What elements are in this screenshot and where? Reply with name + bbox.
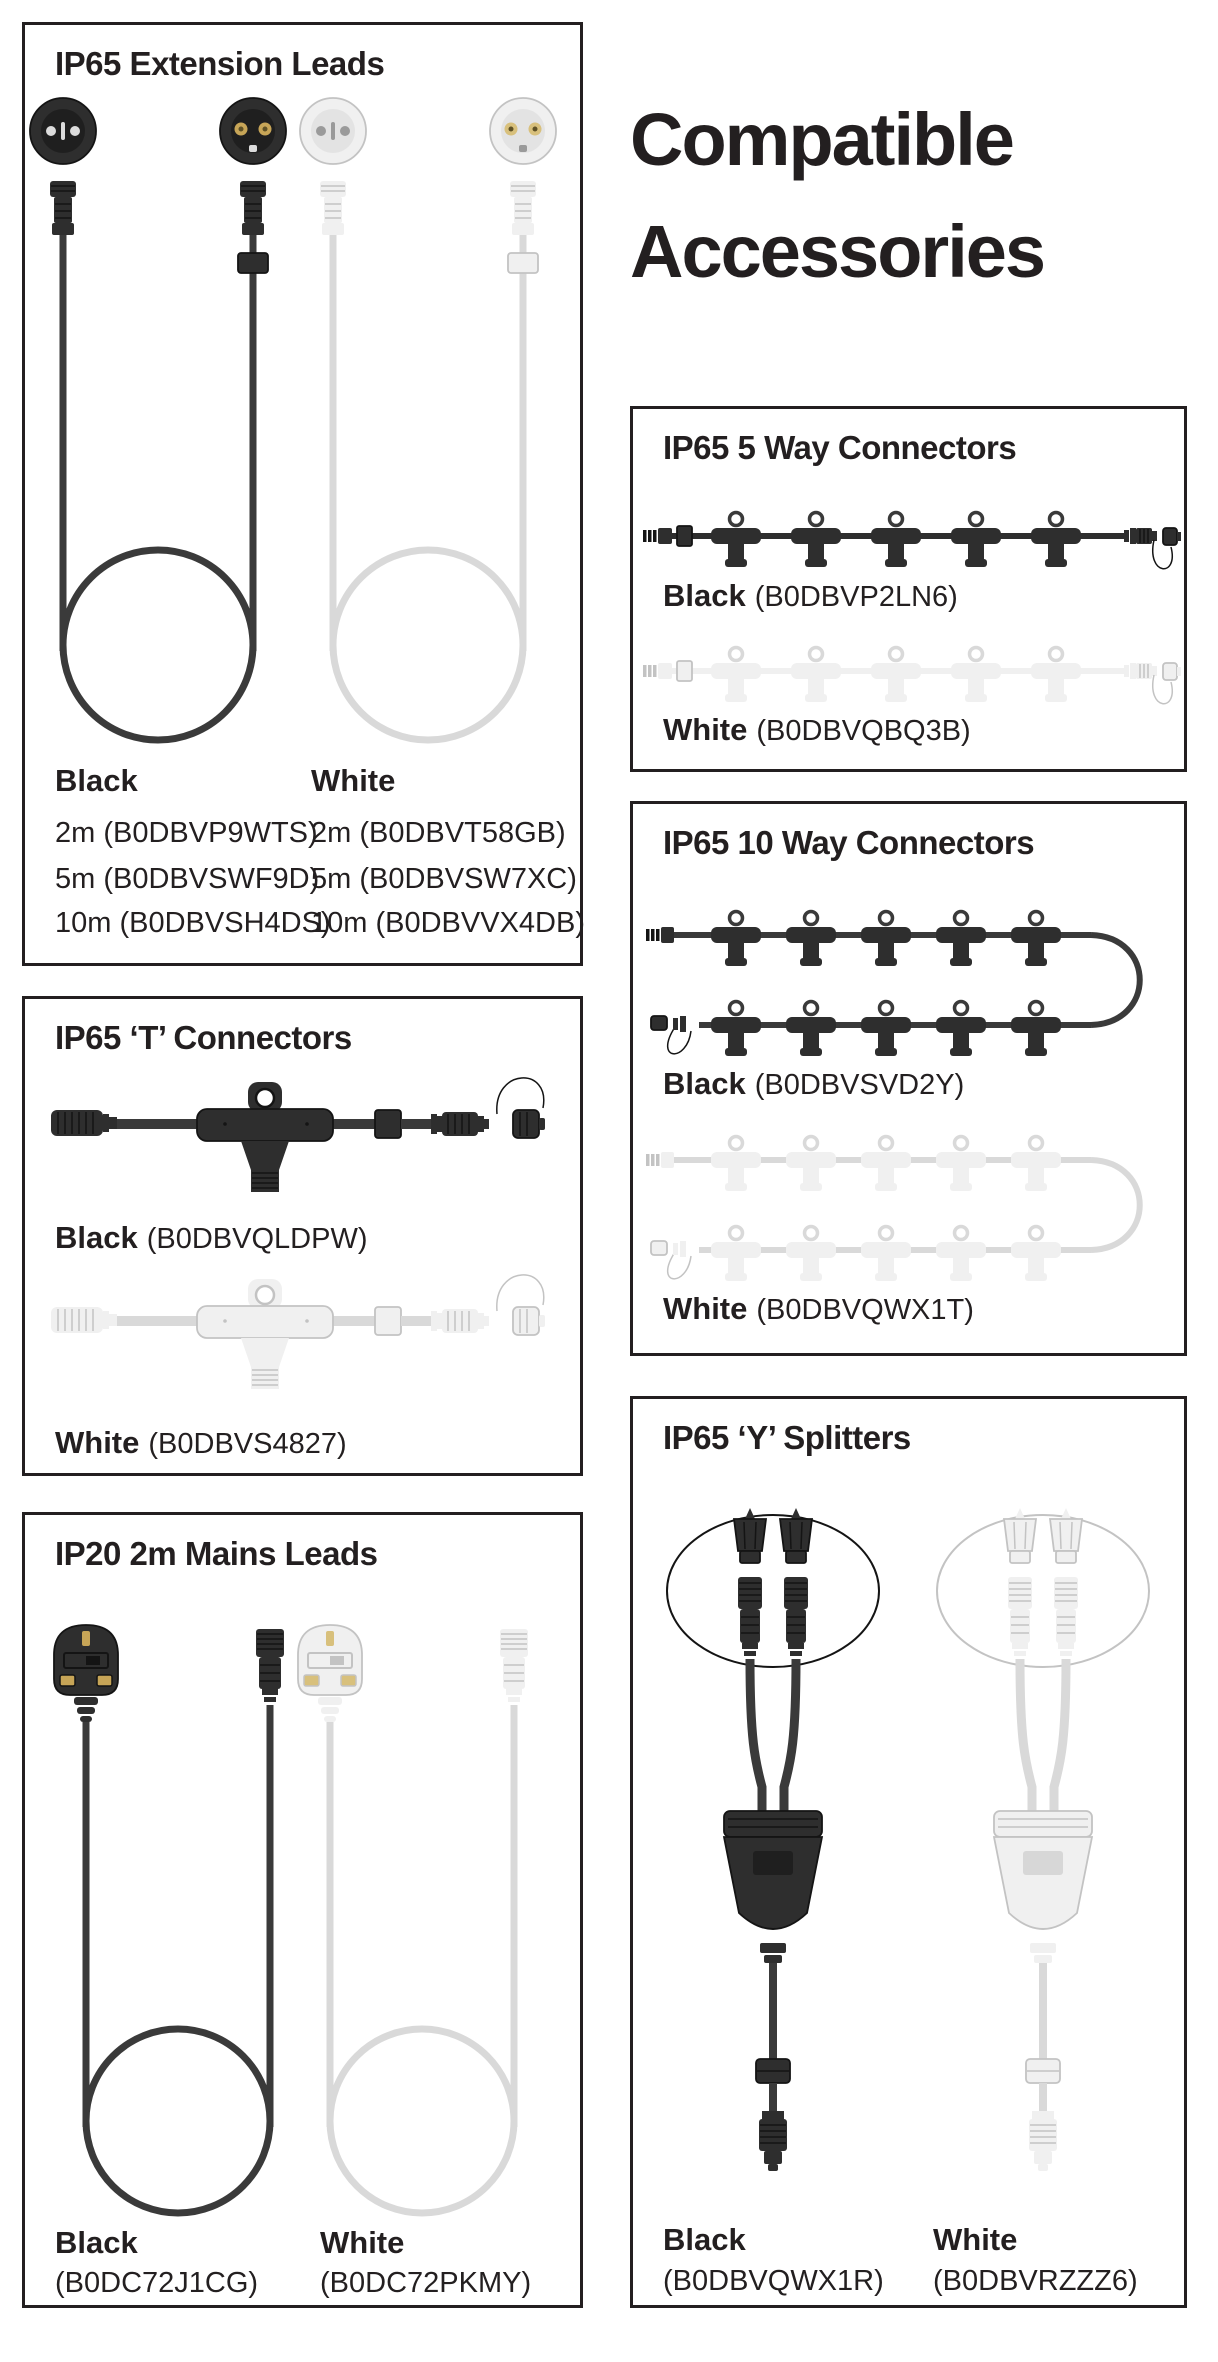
10-way-white-caption (663, 1291, 974, 1327)
y-splitter-black-code: (B0DBVQWX1R) (663, 2265, 884, 2297)
product-code: (B0DBVQBQ3B) (756, 715, 971, 747)
section-extension-leads (22, 22, 583, 966)
5-way-black-caption (663, 578, 958, 614)
extension-lead-black-illustration (30, 98, 286, 740)
section-mains-leads (22, 1512, 583, 2308)
color-label: Black (55, 1220, 138, 1255)
section-heading: IP20 2m Mains Leads (55, 1535, 378, 1572)
y-splitter-black-label: Black (663, 2222, 746, 2257)
section-heading: IP65 Extension Leads (55, 45, 385, 82)
mains-lead-white-illustration (298, 1625, 528, 2213)
mains-white-code: (B0DC72PKMY) (320, 2267, 532, 2299)
product-code: (B0DBVQWX1T) (756, 1294, 974, 1326)
product-code: (B0DBVS4827) (148, 1428, 347, 1460)
10-way-white-illustration (641, 1122, 1181, 1302)
y-splitter-white-label: White (933, 2222, 1018, 2257)
mains-black-code: (B0DC72J1CG) (55, 2267, 259, 2299)
t-connector-white-caption (55, 1425, 347, 1461)
y-splitter-black-illustration (658, 1499, 888, 2199)
page-title-line2: Accessories (630, 210, 1045, 293)
product-code: (B0DBVP2LN6) (754, 581, 958, 613)
t-connector-black-illustration (45, 1054, 565, 1204)
section-y-splitters (630, 1396, 1187, 2308)
5-way-white-caption (663, 712, 971, 748)
mains-leads-illustration (25, 1615, 586, 2265)
10-way-black-caption (663, 1066, 964, 1102)
extension-white-item: 10m (B0DBVVX4DB) (311, 907, 585, 939)
extension-black-item: 5m (B0DBVSWF9D) (55, 863, 320, 895)
section-10-way-connectors (630, 801, 1187, 1356)
product-code: (B0DBVSVD2Y) (754, 1069, 965, 1101)
extension-leads-illustration (25, 85, 586, 745)
mains-white-label: White (320, 2225, 405, 2260)
section-5-way-connectors (630, 406, 1187, 772)
extension-white-item: 5m (B0DBVSW7XC) (311, 863, 577, 895)
section-t-connectors (22, 996, 583, 1476)
color-label: Black (663, 578, 746, 613)
section-heading: IP65 ‘Y’ Splitters (663, 1419, 911, 1456)
mains-lead-black-illustration (54, 1625, 284, 2213)
y-splitter-white-illustration (928, 1499, 1158, 2199)
section-heading: IP65 ‘T’ Connectors (55, 1019, 352, 1056)
5-way-white-illustration (641, 625, 1181, 720)
y-splitter-white-code: (B0DBVRZZZ6) (933, 2265, 1138, 2297)
section-heading: IP65 5 Way Connectors (663, 429, 1017, 466)
extension-black-item: 2m (B0DBVP9WTS) (55, 817, 318, 849)
color-label: White (663, 1291, 748, 1326)
product-code: (B0DBVQLDPW) (146, 1223, 368, 1255)
extension-white-label: White (311, 763, 396, 798)
extension-white-item: 2m (B0DBVT58GB) (311, 817, 566, 849)
t-connector-white-illustration (45, 1251, 565, 1401)
10-way-black-illustration (641, 897, 1181, 1077)
color-label: White (663, 712, 748, 747)
page-title-line1: Compatible (630, 98, 1013, 181)
extension-black-label: Black (55, 763, 138, 798)
page-title (630, 84, 1044, 308)
5-way-black-illustration (641, 490, 1181, 585)
mains-black-label: Black (55, 2225, 138, 2260)
extension-black-item: 10m (B0DBVSH4DS) (55, 907, 331, 939)
color-label: Black (663, 1066, 746, 1101)
color-label: White (55, 1425, 140, 1460)
section-heading: IP65 10 Way Connectors (663, 824, 1035, 861)
extension-lead-white-illustration (300, 98, 556, 740)
